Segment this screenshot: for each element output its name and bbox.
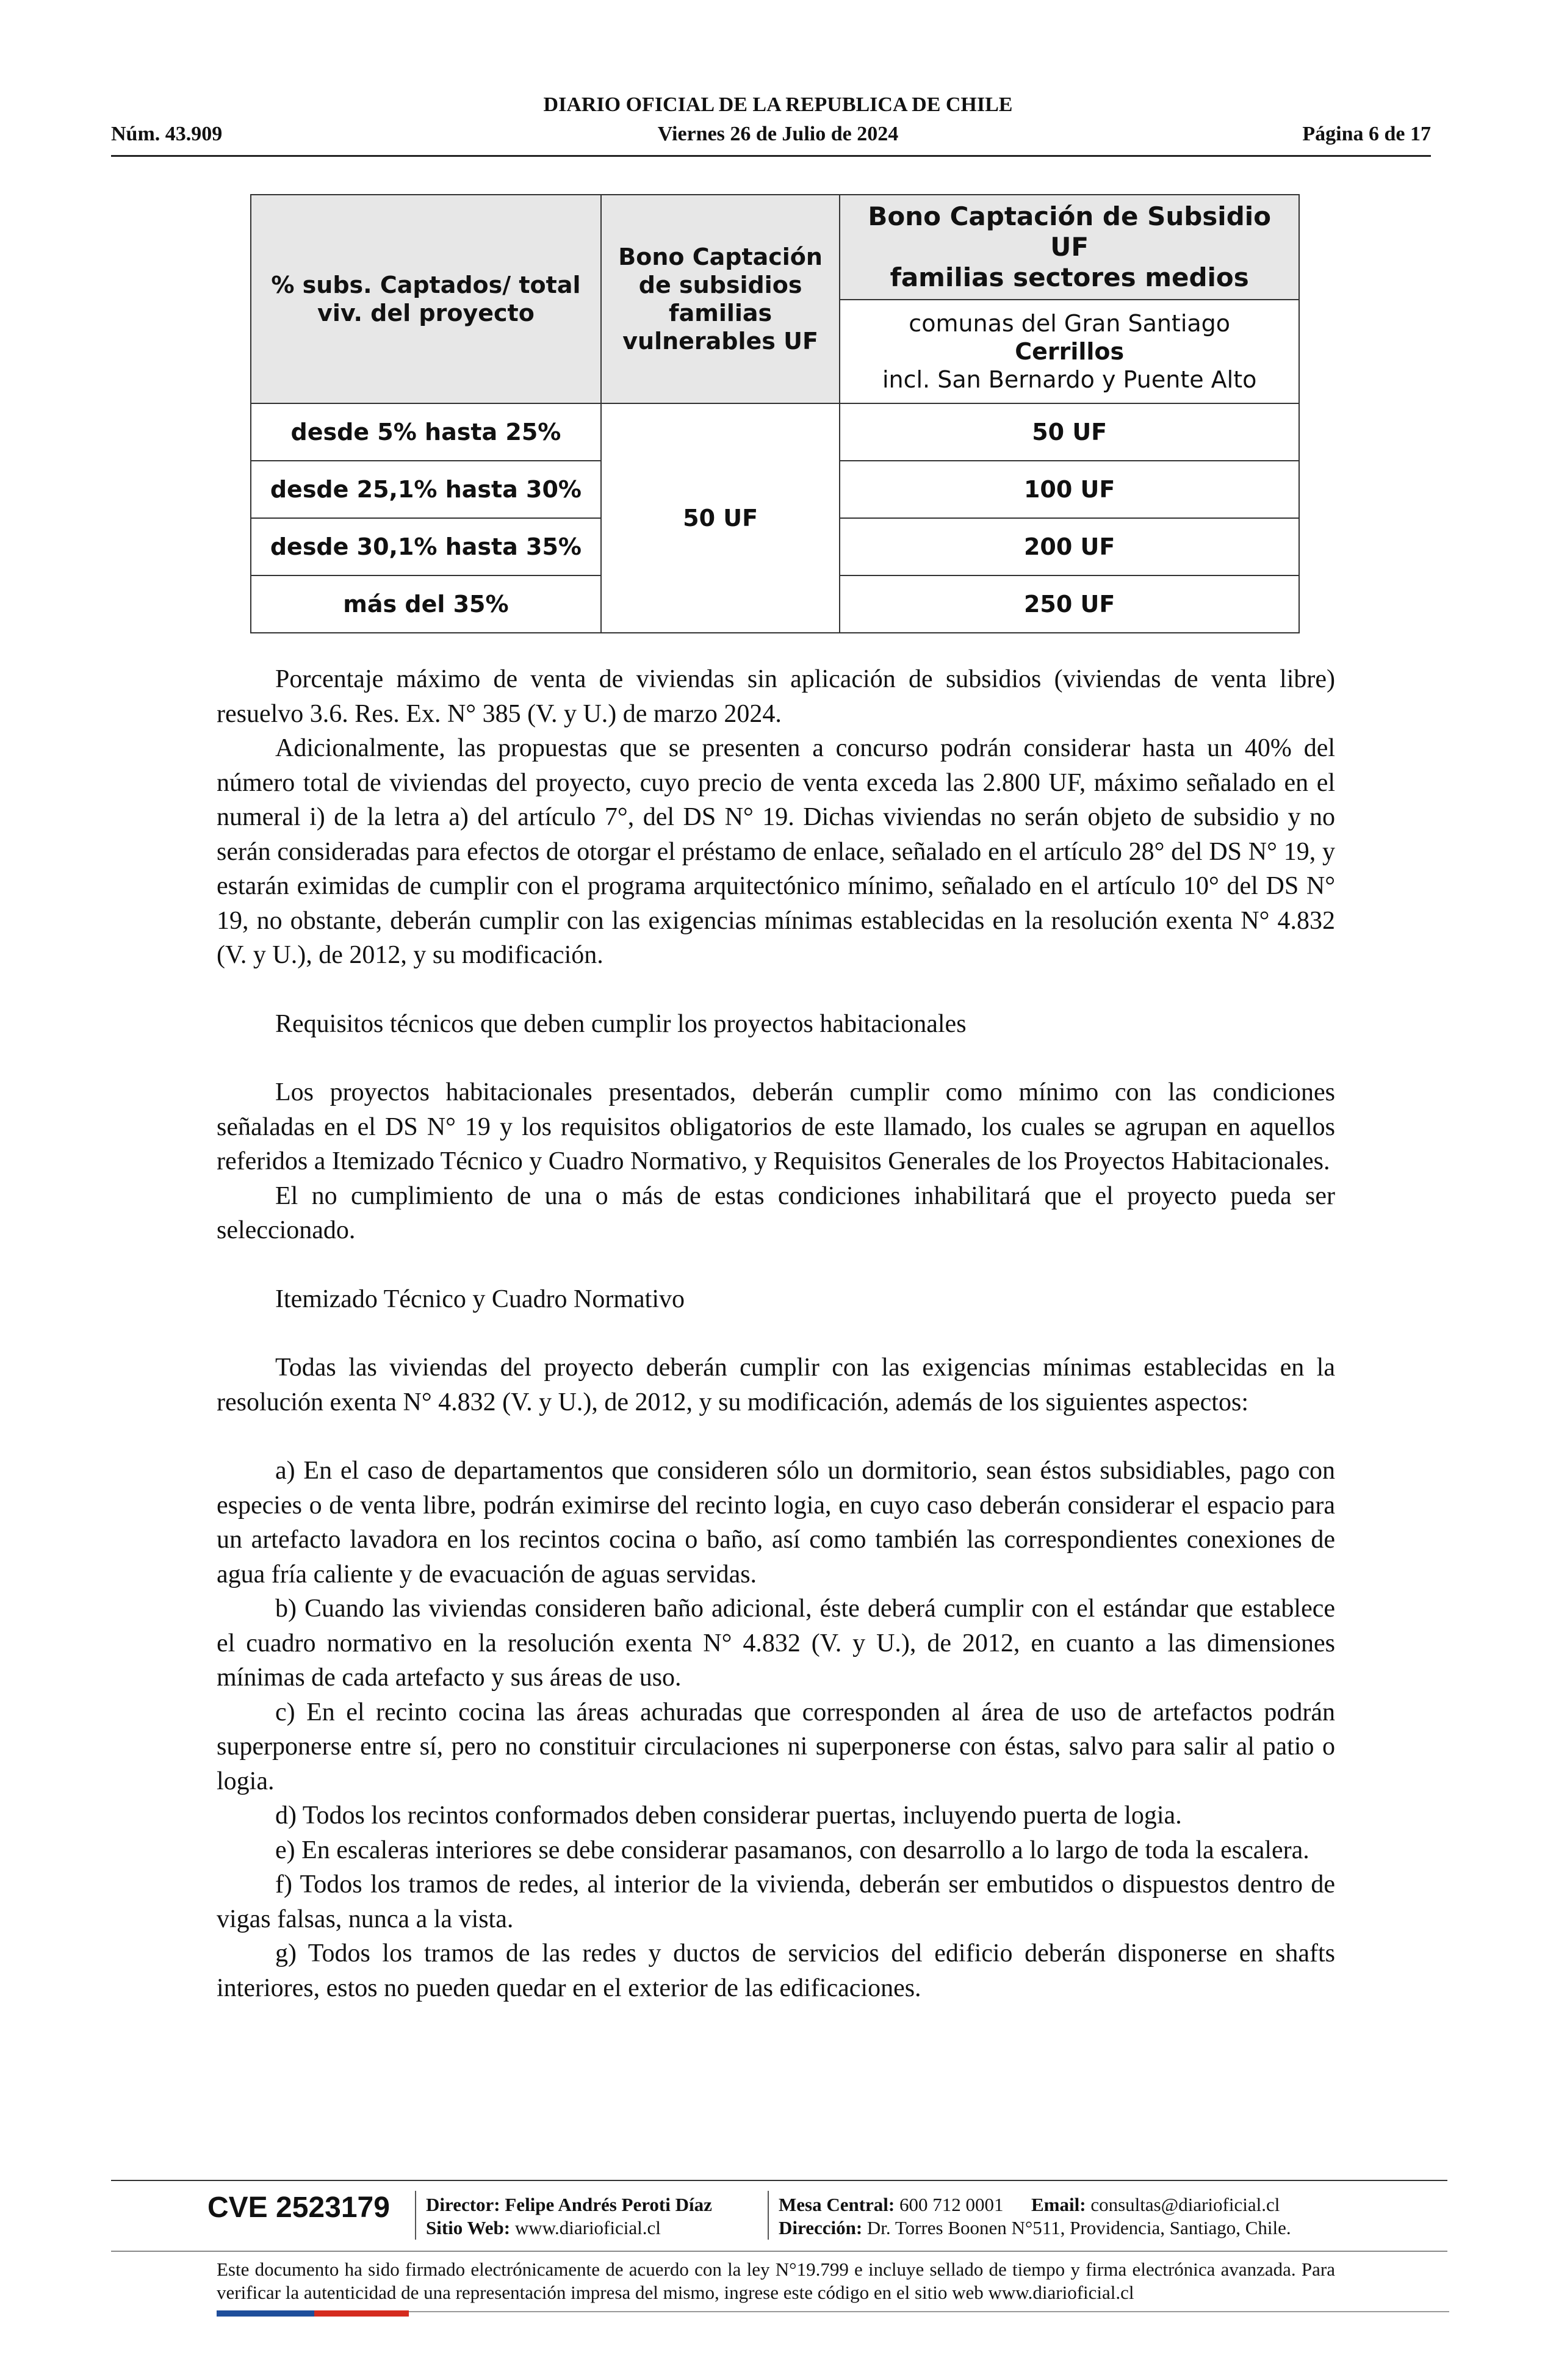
- mesa-label: Mesa Central:: [779, 2194, 895, 2215]
- flag-stripe-red: [314, 2310, 409, 2317]
- footer-mid-rule: [111, 2251, 1447, 2252]
- item-f: f) Todos los tramos de redes, al interior de la vivienda, deberán ser embutidos o dispuestos dentro de vigas falsas, nunca a la vista.: [217, 1870, 1335, 1933]
- publication-title: DIARIO OFICIAL DE LA REPUBLICA DE CHILE: [543, 93, 1013, 116]
- footer-legal-note: Este documento ha sido firmado electrónicamente de acuerdo con la ley N°19.799 e incluye sellado de tiempo y firma electrónica avanzada. Para verificar la autenticidad de una representación impresa del mismo, ingrese este código en el sitio web www.diarioficial.cl: [217, 2259, 1335, 2303]
- director-name: Felipe Andrés Peroti Díaz: [505, 2194, 712, 2215]
- subheader-line3: incl. San Bernardo y Puente Alto: [882, 366, 1257, 393]
- subheader-line1: comunas del Gran Santiago: [909, 310, 1231, 337]
- footer-address: [779, 2216, 1291, 2240]
- header-medios-line1: Bono Captación de Subsidio: [868, 201, 1272, 231]
- footer-separator: [768, 2191, 769, 2240]
- header-vulnerables: Bono Captación de subsidios familias vulnerables UF: [601, 195, 840, 403]
- flag-stripe-blue: [217, 2310, 314, 2317]
- header-rule: [111, 155, 1431, 157]
- director-label: Director:: [426, 2194, 500, 2215]
- subheader-line2: Cerrillos: [1015, 338, 1125, 365]
- footer-website: [426, 2216, 661, 2240]
- header-medios-line2: UF: [1050, 232, 1089, 262]
- item-c: c) En el recinto cocina las áreas achuradas que corresponden al área de uso de artefactos podrán superponerse entre sí, pero no constituir circulaciones ni superponerse con éstas, salvo para salir al patio o logia.: [217, 1698, 1335, 1795]
- footer-separator: [415, 2191, 416, 2240]
- row-range: desde 5% hasta 25%: [251, 403, 601, 461]
- item-b: b) Cuando las viviendas consideren baño adicional, éste deberá cumplir con el estándar que establece el cuadro normativo en la resolución exenta N° 4.832 (V. y U.), de 2012, en cuanto a las dimensiones mínimas de cada artefacto y sus áreas de uso.: [217, 1595, 1335, 1692]
- paragraph-venta-libre: Porcentaje máximo de venta de viviendas sin aplicación de subsidios (viviendas de venta libre) resuelvo 3.6. Res. Ex. N° 385 (V. y U.) de marzo 2024.: [217, 665, 1335, 728]
- header-percent: % subs. Captados/ total viv. del proyecto: [251, 195, 601, 403]
- footer-top-rule: [111, 2180, 1447, 2181]
- heading-itemizado: Itemizado Técnico y Cuadro Normativo: [275, 1285, 685, 1313]
- row-range: más del 35%: [251, 575, 601, 633]
- email-link[interactable]: consultas@diarioficial.cl: [1090, 2194, 1280, 2215]
- issue-date: Viernes 26 de Julio de 2024: [657, 123, 899, 145]
- paragraph-incumplimiento: El no cumplimiento de una o más de estas condiciones inhabilitará que el proyecto pueda ser seleccionado.: [217, 1181, 1335, 1244]
- vulnerable-bono-value: 50 UF: [601, 403, 840, 633]
- row-medios-value: 100 UF: [840, 461, 1299, 518]
- web-label: Sitio Web:: [426, 2217, 511, 2238]
- subheader-comunas: [840, 300, 1299, 403]
- mesa-value: 600 712 0001: [899, 2194, 1004, 2215]
- header-medios-line3: familias sectores medios: [890, 262, 1249, 292]
- row-medios-value: 200 UF: [840, 518, 1299, 575]
- row-medios-value: 50 UF: [840, 403, 1299, 461]
- issue-number: Núm. 43.909: [111, 123, 223, 145]
- item-a: a) En el caso de departamentos que consideren sólo un dormitorio, sean éstos subsidiables, pago con especies o de venta libre, podrán eximirse del recinto logia, en cuyo caso deberán considerar el espacio para un artefacto lavadora en los recintos cocina o baño, así como también las correspondientes conexiones de agua fría caliente y de evacuación de aguas servidas.: [217, 1457, 1335, 1588]
- row-range: desde 25,1% hasta 30%: [251, 461, 601, 518]
- paragraph-proyectos: Los proyectos habitacionales presentados, deberán cumplir como mínimo con las condiciones señaladas en el DS N° 19 y los requisitos obligatorios de este llamado, los cuales se agrupan en aquellos referidos a Itemizado Técnico y Cuadro Normativo, y Requisitos Generales de los Proyectos Habitacionales.: [217, 1078, 1335, 1175]
- paragraph-todas-viviendas: Todas las viviendas del proyecto deberán cumplir con las exigencias mínimas establecidas en la resolución exenta N° 4.832 (V. y U.), de 2012, y su modificación, además de los siguientes aspectos:: [217, 1354, 1335, 1416]
- cve-code: CVE 2523179: [207, 2191, 390, 2224]
- subsidy-table: [250, 194, 1300, 633]
- row-range: desde 30,1% hasta 35%: [251, 518, 601, 575]
- row-medios-value: 250 UF: [840, 575, 1299, 633]
- paragraph-adicionalmente: Adicionalmente, las propuestas que se presenten a concurso podrán considerar hasta un 40% del número total de viviendas del proyecto, cuyo precio de venta exceda las 2.800 UF, máximo señalado en el numeral i) de la letra a) del artículo 7°, del DS N° 19. Dichas viviendas no serán objeto de subsidio y no serán consideradas para efectos de otorgar el préstamo de enlace, señalado en el artículo 28° del DS N° 19, y estarán eximidas de cumplir con el programa arquitectónico mínimo, señalado en el artículo 10° del DS N° 19, no obstante, deberán cumplir con las exigencias mínimas establecidas en la resolución exenta N° 4.832 (V. y U.), de 2012, y su modificación.: [217, 734, 1335, 969]
- web-link[interactable]: www.diarioficial.cl: [514, 2217, 661, 2238]
- item-d: d) Todos los recintos conformados deben considerar puertas, incluyendo puerta de logia.: [275, 1801, 1182, 1830]
- item-e: e) En escaleras interiores se debe considerar pasamanos, con desarrollo a lo largo de toda la escalera.: [275, 1836, 1309, 1864]
- email-label: Email:: [1031, 2194, 1086, 2215]
- direccion-label: Dirección:: [779, 2217, 863, 2238]
- heading-requisitos: Requisitos técnicos que deben cumplir los proyectos habitacionales: [275, 1009, 967, 1038]
- document-body: [217, 662, 1335, 2005]
- item-g: g) Todos los tramos de las redes y ductos de servicios del edificio deberán disponerse en shafts interiores, estos no pueden quedar en el exterior de las edificaciones.: [217, 1939, 1335, 2002]
- header-medios: [840, 195, 1299, 300]
- page-number: Página 6 de 17: [1302, 123, 1431, 145]
- footer-director: [426, 2193, 712, 2216]
- footer-contact: [779, 2193, 1280, 2216]
- direccion-value: Dr. Torres Boonen N°511, Providencia, Santiago, Chile.: [866, 2217, 1291, 2238]
